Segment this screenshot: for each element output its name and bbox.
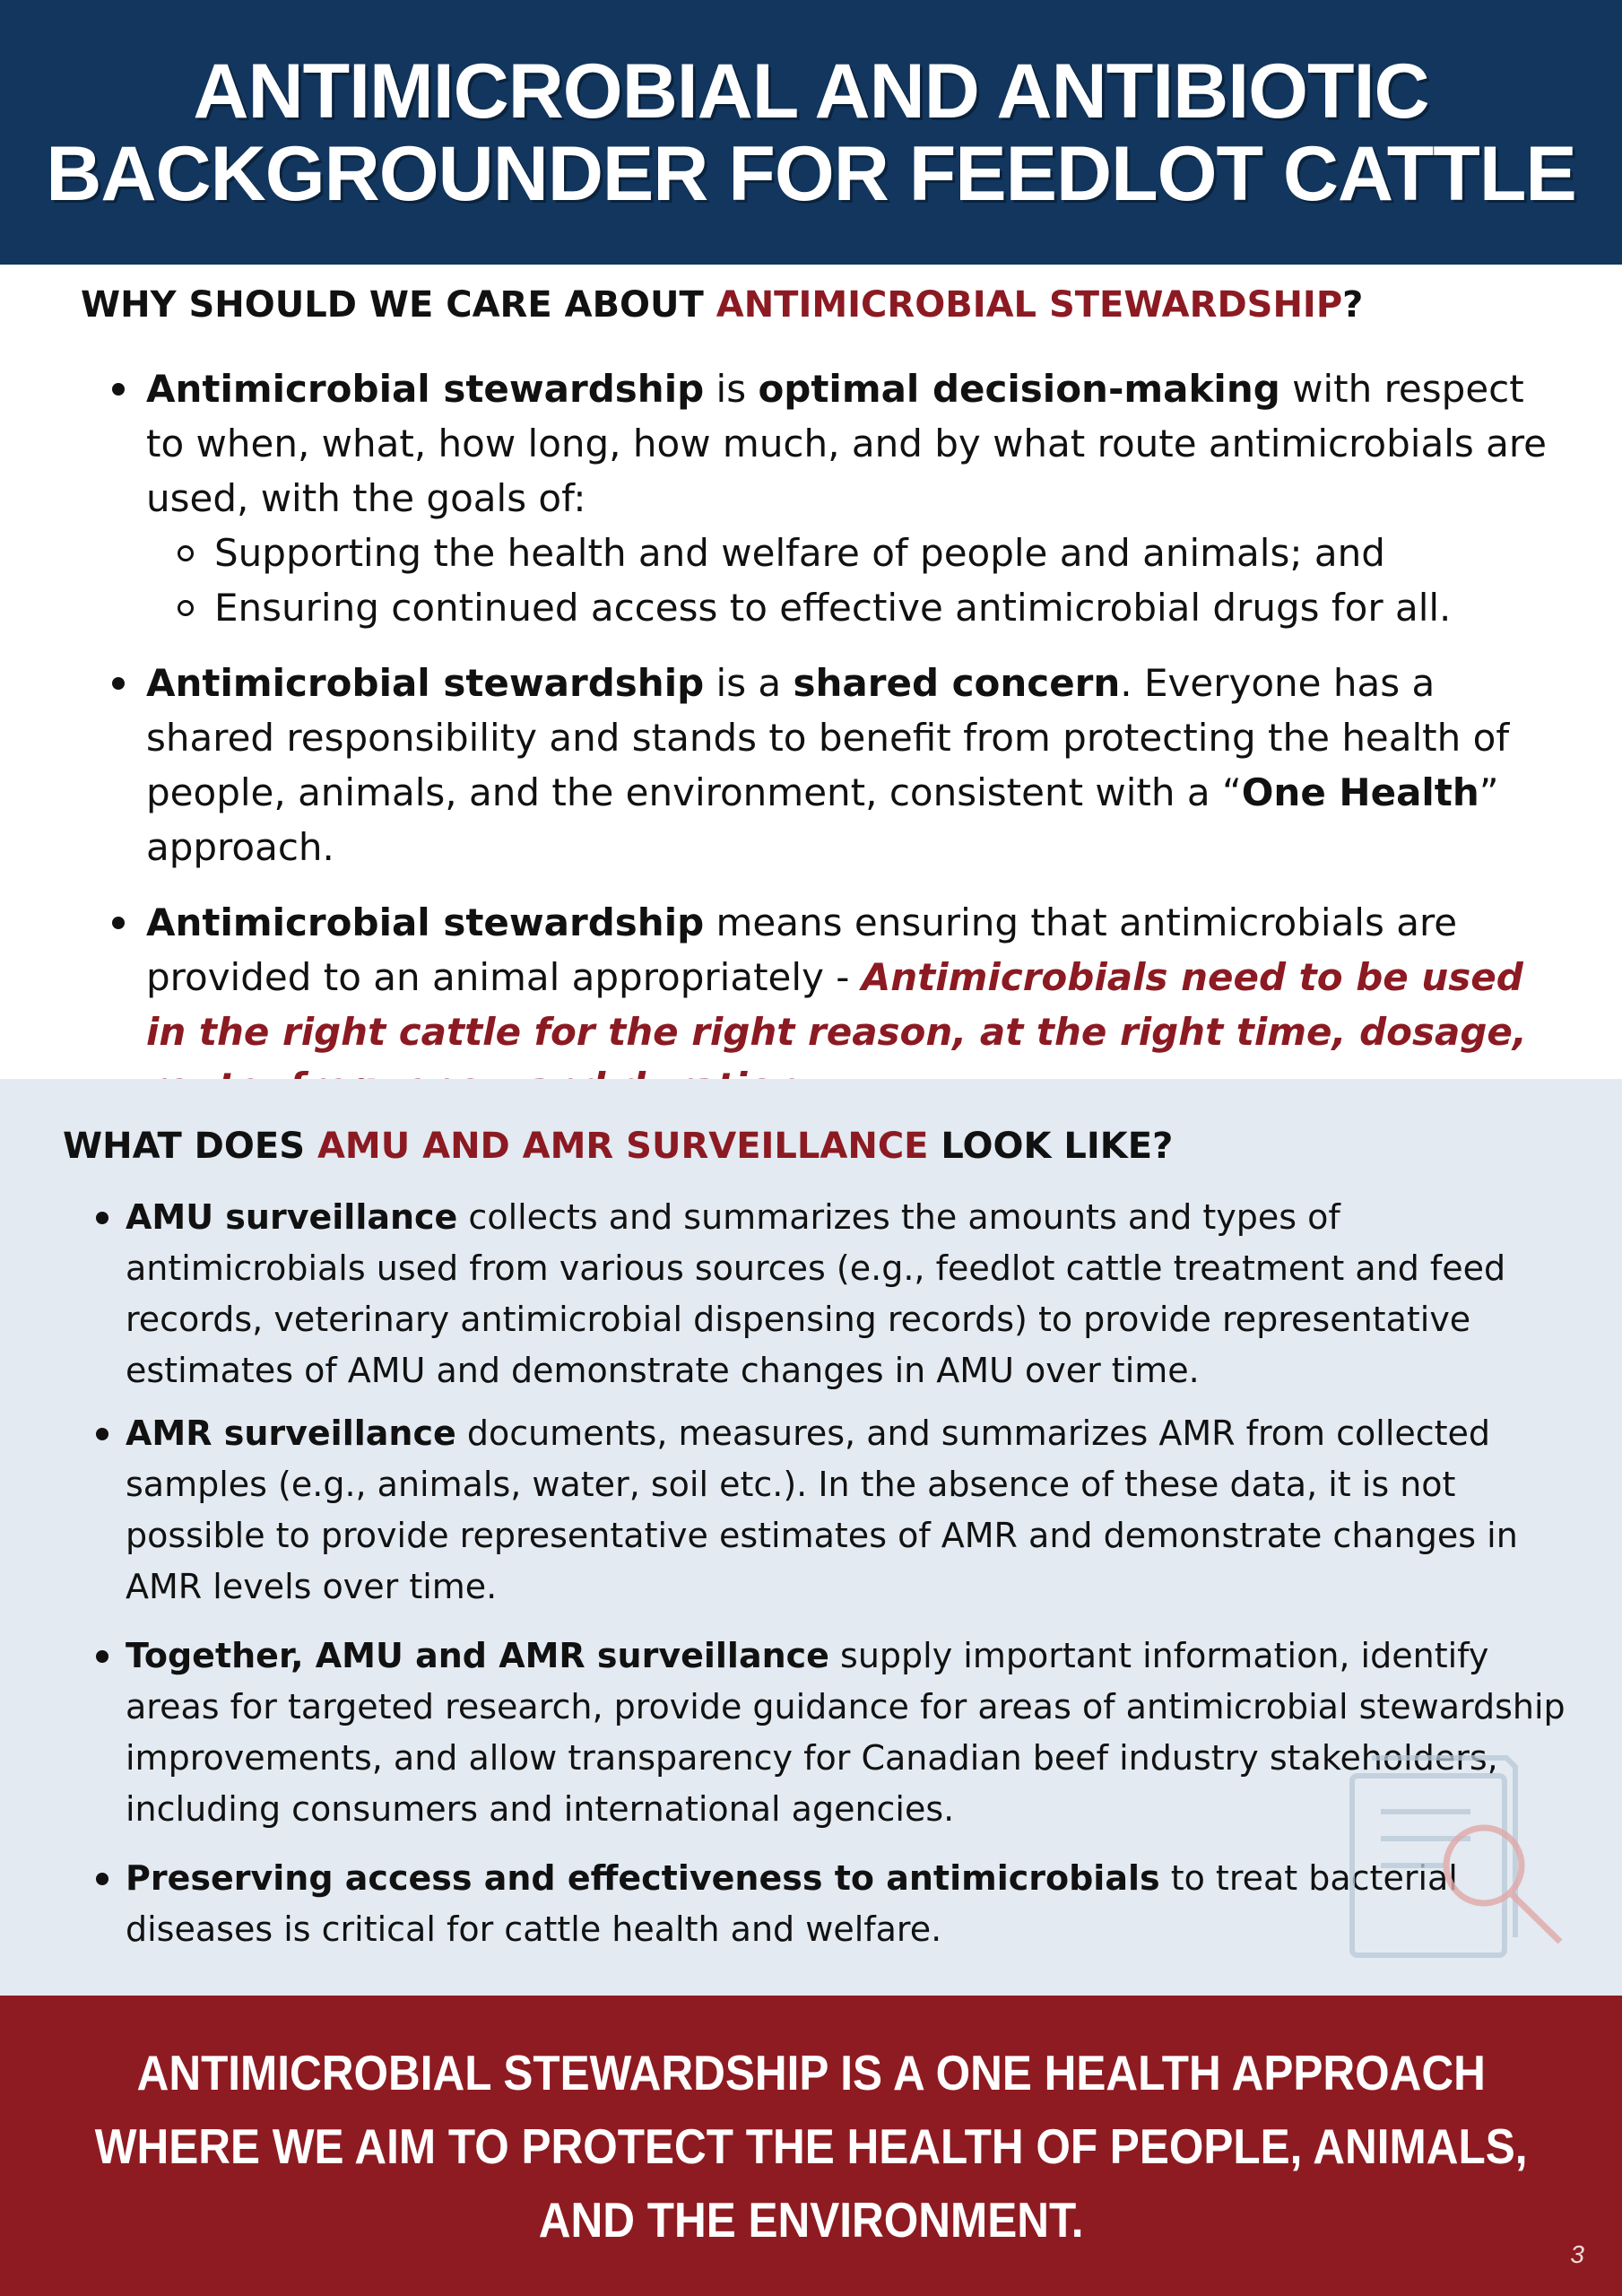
stewardship-list: [146, 361, 1572, 1114]
sub-list-item: Ensuring continued access to effective antimicrobial drugs for all.: [214, 580, 1572, 635]
list-item: Antimicrobial stewardship is a shared concern. Everyone has a shared responsibility and stands to benefit from protecting the health of people, animals, and the environment, consistent with a “One Health” approach.: [146, 656, 1572, 874]
footer-line-1: ANTIMICROBIAL STEWARDSHIP IS A ONE HEALTH APPROACH: [136, 2044, 1486, 2100]
surveillance-heading: WHAT DOES AMU AND AMR SURVEILLANCE LOOK LIKE?: [63, 1126, 1174, 1167]
list-item: AMR surveillance documents, measures, and summarizes AMR from collected samples (e.g., animals, water, soil etc.). In the absence of these data, it is not possible to provide representative estimates of AMR and demonstrate changes in AMR levels over time.: [126, 1408, 1587, 1613]
sub-list-item: Supporting the health and welfare of people and animals; and: [214, 526, 1572, 580]
sub-list: [146, 526, 1572, 635]
title-line-2: BACKGROUNDER FOR FEEDLOT CATTLE: [46, 130, 1576, 217]
stewardship-section: [0, 265, 1622, 1079]
bullet-icon: [112, 677, 125, 690]
bullet-icon: [96, 1428, 108, 1440]
list-item: AMU surveillance collects and summarizes the amounts and types of antimicrobials used from various sources (e.g., feedlot cattle treatment and feed records, veterinary antimicrobial dispensing records) to provide representative estimates of AMU and demonstrate changes in AMU over time.: [126, 1192, 1587, 1396]
title-line-1: ANTIMICROBIAL AND ANTIBIOTIC: [193, 48, 1429, 135]
footer-line-2: WHERE WE AIM TO PROTECT THE HEALTH OF PEOPLE, ANIMALS,: [94, 2118, 1528, 2174]
circle-bullet-icon: [178, 545, 194, 561]
list-item: Antimicrobial stewardship is optimal decision-making with respect to when, what, how long, how much, and by what route antimicrobials are used, with the goals of: Supporting the health and welfare of people and animals; and Ensuring continued access to effective antimicrobial drugs for all.: [146, 361, 1572, 635]
bullet-icon: [96, 1650, 108, 1663]
circle-bullet-icon: [178, 600, 194, 616]
footer-banner: [0, 1996, 1622, 2296]
key-message: Antimicrobials need to be used in the right cattle for the right reason, at the right time, dosage,: [146, 955, 1527, 1054]
document-search-icon: [1336, 1740, 1587, 1973]
bullet-icon: [96, 1873, 108, 1885]
list-item: Together, AMU and AMR surveillance supply important information, identify areas for targeted research, provide guidance for areas of antimicrobial stewardship improvements, and allow transparency for Canadian beef industry stakeholders, including consumers and international agencies.: [126, 1631, 1587, 1835]
list-item: Preserving access and effectiveness to antimicrobials to treat bacterial diseases is critical for cattle health and welfare.: [126, 1853, 1587, 1955]
footer-line-3: AND THE ENVIRONMENT.: [538, 2191, 1084, 2248]
list-item: Antimicrobial stewardship means ensuring that antimicrobials are provided to an animal appropriately - Antimicrobials need to be used in the right cattle for the right reason, at the right time, dosage,: [146, 895, 1572, 1114]
bullet-icon: [96, 1212, 108, 1224]
bullet-icon: [112, 383, 125, 396]
page-number: 3: [1570, 2240, 1584, 2268]
bullet-icon: [112, 917, 125, 929]
stewardship-heading: WHY SHOULD WE CARE ABOUT ANTIMICROBIAL STEWARDSHIP?: [81, 284, 1364, 326]
page-header: [0, 0, 1622, 265]
